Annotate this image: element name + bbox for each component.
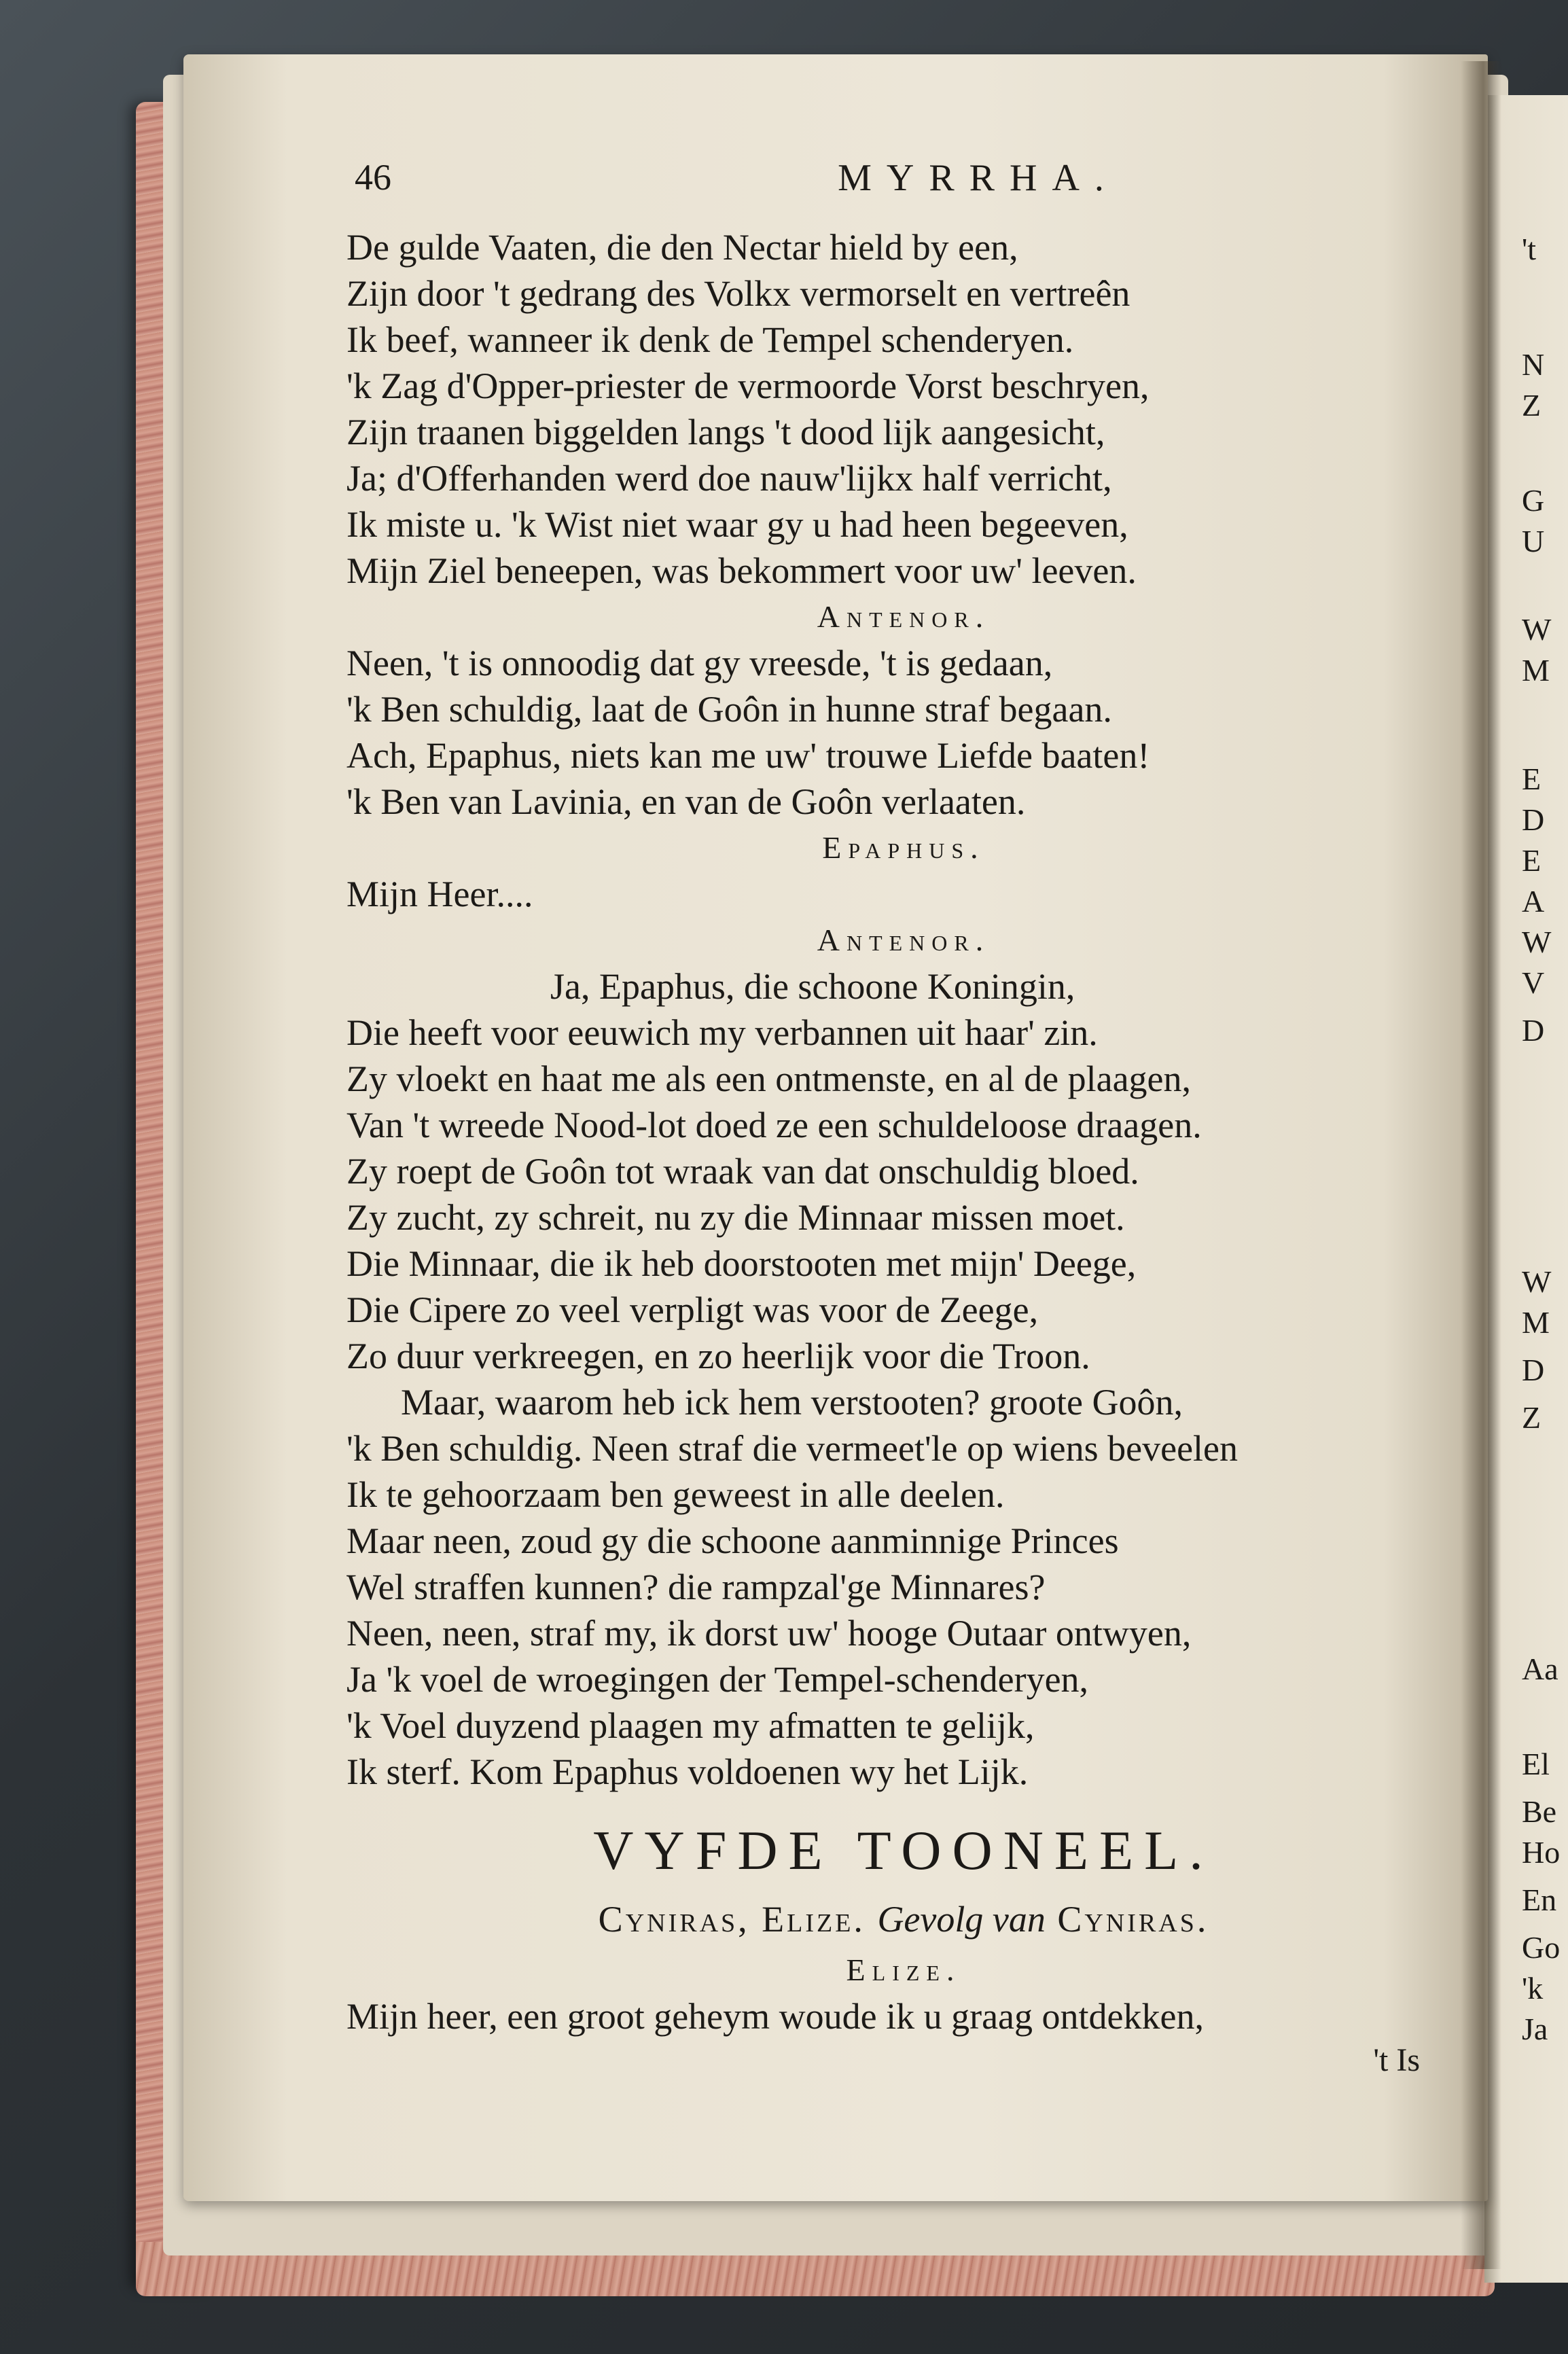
verse-line: Zy roept de Goôn tot wraak van dat onschuldig bloed. — [346, 1151, 1139, 1192]
speaker-name: Elize. — [846, 1952, 961, 1987]
catchword: 't Is — [1373, 2042, 1420, 2078]
facing-page-fragment: V — [1522, 965, 1545, 1000]
speaker-name: Antenor. — [817, 599, 991, 634]
page-text-block — [346, 156, 1461, 2082]
cast-retinue: Gevolg van — [877, 1899, 1046, 1940]
verse-line: 'k Ben schuldig, laat de Goôn in hunne straf begaan. — [346, 689, 1112, 730]
verse-line: Die Minnaar, die ik heb doorstooten met mijn' Deege, — [346, 1243, 1137, 1284]
facing-page-fragment: A — [1522, 884, 1545, 919]
facing-page-fragment: U — [1522, 524, 1545, 558]
facing-page-fragment: M — [1522, 653, 1550, 688]
facing-page-fragment: M — [1522, 1305, 1550, 1340]
verse-line: Ach, Epaphus, niets kan me uw' trouwe Liefde baaten! — [346, 735, 1150, 776]
facing-page-fragment: Go — [1522, 1930, 1561, 1965]
verse-line: Neen, neen, straf my, ik dorst uw' hooge Outaar ontwyen, — [346, 1613, 1192, 1654]
verse-line: Mijn Ziel beneepen, was bekommert voor uw' leeven. — [346, 550, 1137, 591]
facing-page-fragment: Be — [1522, 1794, 1557, 1829]
verse-line: Zijn traanen biggelden langs 't dood lijk aangesicht, — [346, 412, 1105, 452]
speaker-name: Epaphus. — [822, 830, 985, 865]
verse-line: Ja; d'Offerhanden werd doe nauw'lijkx half verricht, — [346, 458, 1112, 499]
verse-line: 'k Zag d'Opper-priester de vermoorde Vorst beschryen, — [346, 365, 1150, 406]
facing-page-fragment: 't — [1522, 232, 1537, 266]
facing-page-fragment: D — [1522, 1013, 1545, 1048]
verse-line: Mijn Heer.... — [346, 874, 533, 914]
page-header — [346, 156, 1461, 224]
facing-page-fragment: En — [1522, 1883, 1557, 1917]
facing-page-fragment: Ja — [1522, 2012, 1548, 2046]
scene-cast — [346, 1891, 1461, 1947]
verse-line: Wel straffen kunnen? die rampzal'ge Minnares? — [346, 1567, 1046, 1607]
facing-page-fragment: N — [1522, 347, 1545, 382]
book-gutter — [1461, 61, 1501, 2269]
verse-line: Zy vloekt en haat me als een ontmenste, en al de plaagen, — [346, 1058, 1192, 1099]
facing-page-fragment: Aa — [1522, 1652, 1558, 1686]
facing-page-fragment: G — [1522, 483, 1545, 518]
facing-page-fragment: D — [1522, 1353, 1545, 1387]
page-number: 46 — [355, 157, 391, 198]
verse-line: Maar, waarom heb ick hem verstooten? groote Goôn, — [401, 1382, 1183, 1423]
facing-page-fragment: D — [1522, 802, 1545, 837]
cast-names-2: Cyniras. — [1057, 1899, 1209, 1940]
verse-line: Zo duur verkreegen, en zo heerlijk voor die Troon. — [346, 1336, 1090, 1376]
scene-heading: VYFDE TOONEEL. — [593, 1819, 1214, 1881]
verse-line: Mijn heer, een groot geheym woude ik u graag ontdekken, — [346, 1996, 1204, 2037]
verse-line: Ik beef, wanneer ik denk de Tempel schenderyen. — [346, 319, 1074, 360]
facing-page-fragment: El — [1522, 1747, 1550, 1781]
facing-page-fragment: W — [1522, 1264, 1552, 1299]
running-title: MYRRHA. — [838, 157, 1119, 199]
facing-page-fragment: E — [1522, 762, 1542, 796]
verse-line: Ja 'k voel de wroegingen der Tempel-schenderyen, — [346, 1659, 1089, 1700]
facing-page-fragment: 'k — [1522, 1971, 1544, 2005]
speaker-name: Antenor. — [817, 923, 991, 957]
facing-page-fragment: E — [1522, 843, 1542, 878]
verse-line: Van 't wreede Nood-lot doed ze een schuldeloose draagen. — [346, 1105, 1202, 1145]
verse-line: 'k Ben van Lavinia, en van de Goôn verlaaten. — [346, 781, 1026, 822]
verse-line: Ik sterf. Kom Epaphus voldoenen wy het Lijk. — [346, 1751, 1029, 1792]
verse-line: Neen, 't is onnoodig dat gy vreesde, 't is gedaan, — [346, 643, 1053, 683]
verse-line: De gulde Vaaten, die den Nectar hield by een, — [346, 227, 1018, 268]
verse-line: Maar neen, zoud gy die schoone aanminnige Princes — [346, 1520, 1119, 1561]
verse-line: 'k Ben schuldig. Neen straf die vermeet'le op wiens beveelen — [346, 1428, 1239, 1469]
facing-page-fragment: Z — [1522, 388, 1542, 423]
verse-line: Die heeft voor eeuwich my verbannen uit haar' zin. — [346, 1012, 1098, 1053]
verse-line: Die Cipere zo veel verpligt was voor de Zeege, — [346, 1289, 1039, 1330]
verse-line: Ik te gehoorzaam ben geweest in alle deelen. — [346, 1474, 1005, 1515]
verse-lines — [346, 224, 1461, 1795]
verse-line: 'k Voel duyzend plaagen my afmatten te gelijk, — [346, 1705, 1035, 1746]
facing-page-fragment: W — [1522, 925, 1552, 959]
verse-line: Zy zucht, zy schreit, nu zy die Minnaar missen moet. — [346, 1197, 1125, 1238]
facing-page-fragment: Ho — [1522, 1835, 1561, 1870]
facing-page-fragment: W — [1522, 612, 1552, 647]
cast-names: Cyniras, Elize. — [598, 1899, 866, 1940]
verse-line: Ik miste u. 'k Wist niet waar gy u had heen begeeven, — [346, 504, 1128, 545]
verse-line: Zijn door 't gedrang des Volkx vermorselt en vertreên — [346, 273, 1130, 314]
verse-line: Ja, Epaphus, die schoone Koningin, — [550, 966, 1075, 1007]
facing-page-fragment: Z — [1522, 1400, 1542, 1435]
